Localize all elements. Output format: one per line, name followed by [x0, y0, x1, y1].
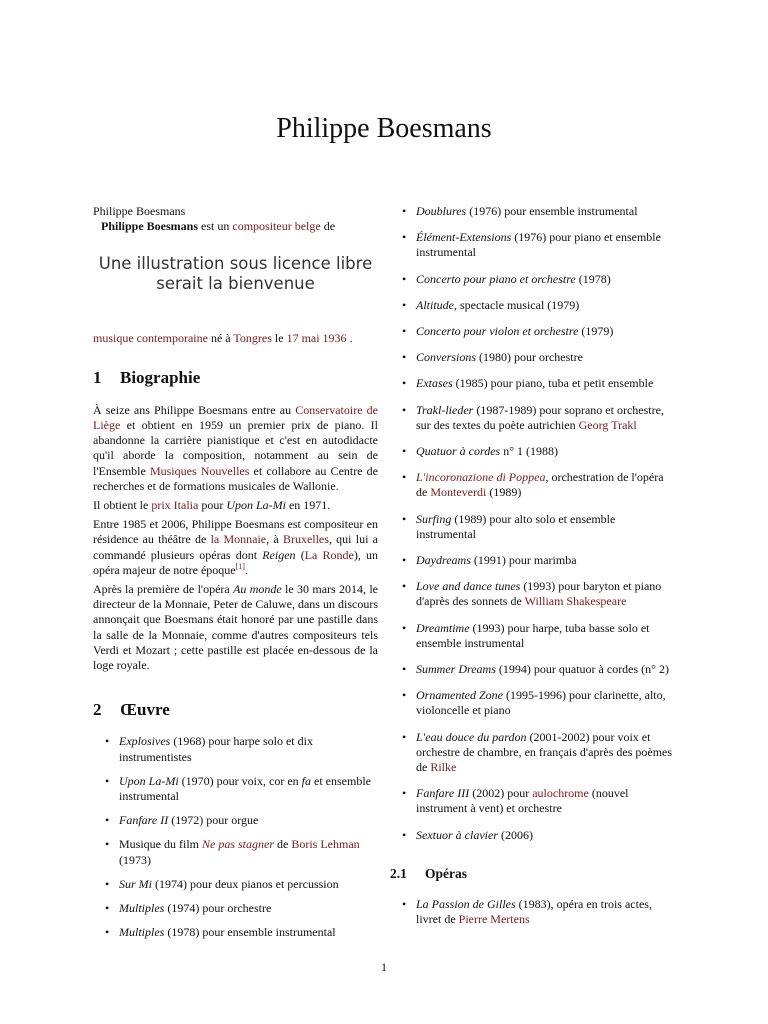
link-prix-italia[interactable]: prix Italia — [151, 498, 199, 513]
list-item: • Conversions (1980) pour orchestre — [402, 350, 583, 365]
left-column — [93, 204, 378, 950]
link-birth-date[interactable]: 17 mai 1936 — [286, 331, 347, 346]
section-heading-biographie: 1 Biographie — [93, 367, 201, 387]
list-item: • Love and dance tunes (1993) pour baryton et piano d'après des sonnets de William Shakespeare — [402, 579, 662, 609]
list-item: • Concerto pour piano et orchestre (1978) — [402, 271, 611, 286]
right-column — [390, 204, 676, 939]
list-item: • La Passion de Gilles (1983), opéra en trois actes, livret de Pierre Mertens — [402, 897, 652, 927]
list-item: • L'incoronazione di Poppea, orchestration de l'opéra de Monteverdi (1989) — [402, 470, 664, 500]
link-shakespeare[interactable]: William Shakespeare — [524, 594, 627, 609]
link-la-ronde[interactable]: La Ronde — [304, 547, 354, 562]
list-item: • Fanfare III (2002) pour aulochrome (nouvel instrument à vent) et orchestre — [402, 786, 629, 816]
link-incoronazione[interactable]: L'incoronazione di Poppea — [416, 470, 546, 485]
link-belge[interactable]: belge — [294, 219, 321, 234]
reference-1[interactable]: [1] — [235, 561, 245, 571]
operas-list — [390, 897, 676, 927]
list-item: • Musique du film Ne pas stagner de Boris Lehman (1973) — [105, 837, 360, 867]
list-item: • Dreamtime (1993) pour harpe, tuba basse solo et ensemble instrumental — [402, 620, 650, 650]
subject-name: Philippe Boesmans — [101, 219, 199, 234]
link-bruxelles[interactable]: Bruxelles — [282, 532, 329, 547]
link-pierre-mertens[interactable]: Pierre Mertens — [458, 912, 530, 927]
bio-paragraph-1: À seize ans Philippe Boesmans entre au Conservatoire de Liège et obtient en 1959 un premier prix de piano. Il abandonne la carrière pianistique et c'est en autodidacte qu'il aborde la composition, notamment au sein de l'Ensemble Musiques Nouvelles et collabore au Centre de recherches et de formations musicales de Wallonie. — [93, 402, 378, 493]
list-item: • Multiples (1974) pour orchestre — [105, 901, 272, 916]
page-title: Philippe Boesmans — [276, 113, 492, 144]
link-monteverdi[interactable]: Monteverdi — [430, 485, 487, 500]
list-item: • Sextuor à clavier (2006) — [402, 827, 533, 842]
section-heading-oeuvre: 2 Œuvre — [93, 700, 170, 720]
subsection-heading-operas: 2.1 Opéras — [390, 865, 467, 881]
list-item: • Concerto pour violon et orchestre (1979) — [402, 324, 614, 339]
list-item: • Quatuor à cordes n° 1 (1988) — [402, 444, 559, 459]
works-list-right — [390, 204, 676, 843]
link-aulochrome[interactable]: aulochrome — [532, 786, 589, 801]
link-musique-contemporaine[interactable]: musique contemporaine — [93, 331, 208, 346]
list-item: • Sur Mi (1974) pour deux pianos et percussion — [105, 876, 339, 891]
list-item: • Daydreams (1991) pour marimba — [402, 553, 577, 568]
intro-continuation: musique contemporaine né à Tongres le 17 mai 1936 . — [93, 331, 353, 346]
link-compositeur[interactable]: compositeur — [232, 219, 292, 234]
list-item: • Surfing (1989) pour alto solo et ensemble instrumental — [402, 511, 616, 541]
bio-paragraph-4: Après la première de l'opéra Au monde le 30 mars 2014, le directeur de la Monnaie, Peter de Caluwe, dans un discours annonçait que Boesmans était honoré par une pastille dans la salle de la Monnaie, comme d'autres compositeurs tels Verdi et Mozart ; cette pastille est placée en-dessous de la loge royale. — [93, 582, 378, 673]
bio-paragraph-3: Entre 1985 et 2006, Philippe Boesmans est compositeur en résidence au théâtre de la Monnaie, à Bruxelles, qui lui a commandé plusieurs opéras dont Reigen (La Ronde), un opéra majeur de notre époque[1]. — [93, 517, 378, 577]
bio-paragraph-2: Il obtient le prix Italia pour Upon La-Mi en 1971. — [93, 498, 331, 513]
infobox-caption: Philippe Boesmans — [93, 204, 186, 218]
list-item: • Ornamented Zone (1995-1996) pour clarinette, alto, violoncelle et piano — [402, 688, 666, 718]
list-item: • Upon La-Mi (1970) pour voix, cor en fa et ensemble instrumental — [105, 773, 371, 804]
list-item: • Fanfare II (1972) pour orgue — [105, 813, 259, 828]
list-item: • Explosives (1968) pour harpe solo et dix instrumentistes — [105, 734, 313, 764]
list-item: • Altitude, spectacle musical (1979) — [402, 297, 580, 312]
link-ne-pas-stagner[interactable]: Ne pas stagner — [202, 837, 274, 852]
link-georg-trakl[interactable]: Georg Trakl — [578, 417, 637, 432]
list-item: • Extases (1985) pour piano, tuba et petit ensemble — [402, 376, 654, 391]
list-item: • Summer Dreams (1994) pour quatuor à cordes (n° 2) — [402, 662, 669, 677]
works-list-left — [93, 734, 378, 940]
link-la-monnaie[interactable]: la Monnaie — [210, 532, 267, 547]
list-item: • Doublures (1976) pour ensemble instrumental — [402, 204, 638, 218]
list-item: • Trakl-lieder (1987-1989) pour soprano et orchestre, sur des textes du poète autrichien Georg Trakl — [402, 402, 664, 432]
page-number: 1 — [381, 960, 387, 974]
link-musiques-nouvelles[interactable]: Musiques Nouvelles — [149, 463, 250, 478]
list-item: • Élément-Extensions (1976) pour piano et ensemble instrumental — [402, 230, 661, 260]
link-boris-lehman[interactable]: Boris Lehman — [291, 837, 360, 852]
list-item: • L'eau douce du pardon (2001-2002) pour voix et orchestre de chambre, en français d'après des poèmes de Rilke — [402, 729, 673, 775]
link-rilke[interactable]: Rilke — [430, 760, 457, 775]
illustration-placeholder: Une illustration sous licence libre serait la bienvenue — [98, 254, 373, 294]
link-tongres[interactable]: Tongres — [233, 331, 272, 346]
intro-line: Philippe Boesmans est un compositeur belge de — [101, 219, 336, 234]
list-item: • Multiples (1978) pour ensemble instrumental — [105, 925, 336, 940]
link-conservatoire-liege[interactable]: Conservatoire de Liège — [93, 402, 378, 433]
